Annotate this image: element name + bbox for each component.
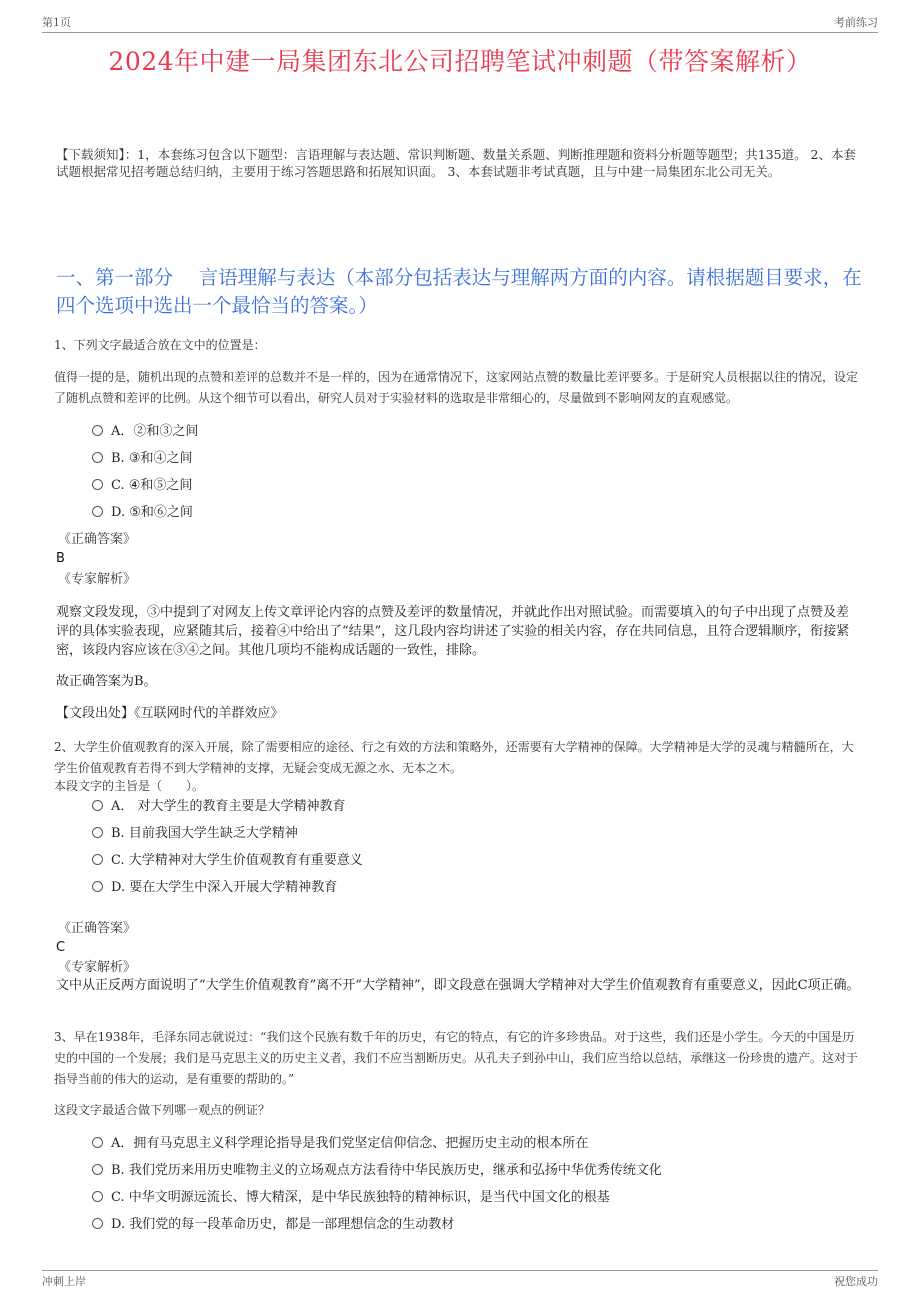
footer-left: 冲刺上岸 xyxy=(42,1275,86,1288)
page-header xyxy=(42,14,878,33)
radio-icon[interactable] xyxy=(92,506,103,517)
q1-answer: B xyxy=(56,551,65,566)
question-1-stem: 1、下列文字最适合放在文中的位置是： xyxy=(54,338,266,352)
q3-option-d[interactable] xyxy=(92,1216,454,1234)
radio-icon[interactable] xyxy=(92,1218,103,1229)
q2-option-d[interactable] xyxy=(92,879,337,897)
q1-option-c[interactable] xyxy=(92,477,192,495)
question-3-prompt: 这段文字最适合做下列哪一观点的例证？ xyxy=(54,1103,271,1117)
radio-icon[interactable] xyxy=(92,881,103,892)
radio-icon[interactable] xyxy=(92,479,103,490)
q2-option-c[interactable] xyxy=(92,852,363,870)
question-2-stem: 2、大学生价值观教育的深入开展，除了需要相应的途径、行之有效的方法和策略外，还需要有大学精神的保障。大学精神是大学的灵魂与精髓所在，大学生价值观教育若得不到大学精神的支撑，无疑会变成无源之水、无本之木。 xyxy=(54,740,854,775)
q1-option-b[interactable] xyxy=(92,450,192,468)
download-notice: 【下载须知】：1，本套练习包含以下题型：言语理解与表达题、常识判断题、数量关系题、判断推理题和资料分析题等题型；共135道。 2、本套试题根据常见招考题总结归纳，主要用于练习答题思路和拓展知识面。 3、本套试题非考试真题，且与中建一局集团东北公司无关。 xyxy=(56,147,856,179)
option-label: A． 对大学生的教育主要是大学精神教育 xyxy=(111,799,346,814)
q3-option-a[interactable] xyxy=(92,1135,588,1153)
radio-icon[interactable] xyxy=(92,1164,103,1175)
footer-right: 祝您成功 xyxy=(834,1275,878,1288)
option-label: A．②和③之间 xyxy=(111,424,199,439)
radio-icon[interactable] xyxy=(92,827,103,838)
q2-option-a[interactable] xyxy=(92,798,346,816)
option-label: D. 我们党的每一段革命历史，都是一部理想信念的生动教材 xyxy=(111,1217,455,1232)
header-tag: 考前练习 xyxy=(834,16,878,29)
question-3-stem: 3、早在1938年，毛泽东同志就说过：“我们这个民族有数千年的历史，有它的特点，有它的许多珍贵品。对于这些，我们还是小学生。今天的中国是历史的中国的一个发展；我们是马克思主义的历史主义者，我们不应当割断历史。从孔夫子到孙中山，我们应当给以总结，承继这一份珍贵的遗产。这对于指导当前的伟大的运动，是有重要的帮助的。” xyxy=(54,1030,859,1086)
radio-icon[interactable] xyxy=(92,800,103,811)
q1-source: 【文段出处】《互联网时代的羊群效应》 xyxy=(56,706,284,721)
option-label: C. ④和⑤之间 xyxy=(111,478,193,493)
radio-icon[interactable] xyxy=(92,452,103,463)
page-number: 第1页 xyxy=(42,16,71,29)
option-label: A．拥有马克思主义科学理论指导是我们党坚定信仰信念、把握历史主动的根本所在 xyxy=(111,1136,589,1151)
option-label: D. ⑤和⑥之间 xyxy=(111,505,193,520)
q3-option-b[interactable] xyxy=(92,1162,662,1180)
q2-answer-label: 《正确答案》 xyxy=(58,921,137,936)
radio-icon[interactable] xyxy=(92,1191,103,1202)
q3-option-c[interactable] xyxy=(92,1189,610,1207)
q2-analysis-label: 《专家解析》 xyxy=(58,960,137,975)
q1-analysis: 观察文段发现，③中提到了对网友上传文章评论内容的点赞及差评的数量情况，并就此作出对照试验。而需要填入的句子中出现了点赞及差评的具体实验表现，应紧随其后，接着④中给出了“结果”，这几段内容均讲述了实验的相关内容，存在共同信息，且符合逻辑顺序，衔接紧密，该段内容应该在③④之间。其他几项均不能构成话题的一致性，排除。 xyxy=(56,605,850,658)
option-label: C. 中华文明源远流长、博大精深，是中华民族独特的精神标识，是当代中国文化的根基 xyxy=(111,1190,610,1205)
option-label: B. 我们党历来用历史唯物主义的立场观点方法看待中华民族历史，继承和弘扬中华优秀传统文化 xyxy=(111,1163,662,1178)
q1-option-d[interactable] xyxy=(92,504,193,522)
question-1-passage: 值得一提的是，随机出现的点赞和差评的总数并不是一样的，因为在通常情况下，这家网站点赞的数量比差评要多。于是研究人员根据以往的情况，设定了随机点赞和差评的比例。从这个细节可以看出，研究人员对于实验材料的选取是非常细心的，尽量做到不影响网友的直观感觉。 xyxy=(54,370,859,405)
question-2-prompt: 本段文字的主旨是（ ）。 xyxy=(54,779,205,793)
section-title: 一、第一部分 言语理解与表达（本部分包括表达与理解两方面的内容。请根据题目要求，在四个选项中选出一个最恰当的答案。） xyxy=(56,266,862,317)
q2-analysis: 文中从正反两方面说明了“大学生价值观教育”离不开“大学精神”，即文段意在强调大学精神对大学生价值观教育有重要意义，因此C项正确。 xyxy=(56,978,860,993)
radio-icon[interactable] xyxy=(92,854,103,865)
option-label: D. 要在大学生中深入开展大学精神教育 xyxy=(111,880,338,895)
option-label: B. 目前我国大学生缺乏大学精神 xyxy=(111,826,298,841)
q1-answer-label: 《正确答案》 xyxy=(58,532,137,547)
q1-analysis-label: 《专家解析》 xyxy=(58,572,137,587)
q2-answer: C xyxy=(56,940,66,955)
document-title: 2024年中建一局集团东北公司招聘笔试冲刺题（带答案解析） xyxy=(108,47,812,76)
radio-icon[interactable] xyxy=(92,425,103,436)
q1-option-a[interactable] xyxy=(92,423,198,441)
q2-option-b[interactable] xyxy=(92,825,298,843)
page-footer xyxy=(42,1270,878,1289)
option-label: B. ③和④之间 xyxy=(111,451,193,466)
option-label: C. 大学精神对大学生价值观教育有重要意义 xyxy=(111,853,363,868)
radio-icon[interactable] xyxy=(92,1137,103,1148)
q1-conclusion: 故正确答案为B。 xyxy=(56,674,157,689)
